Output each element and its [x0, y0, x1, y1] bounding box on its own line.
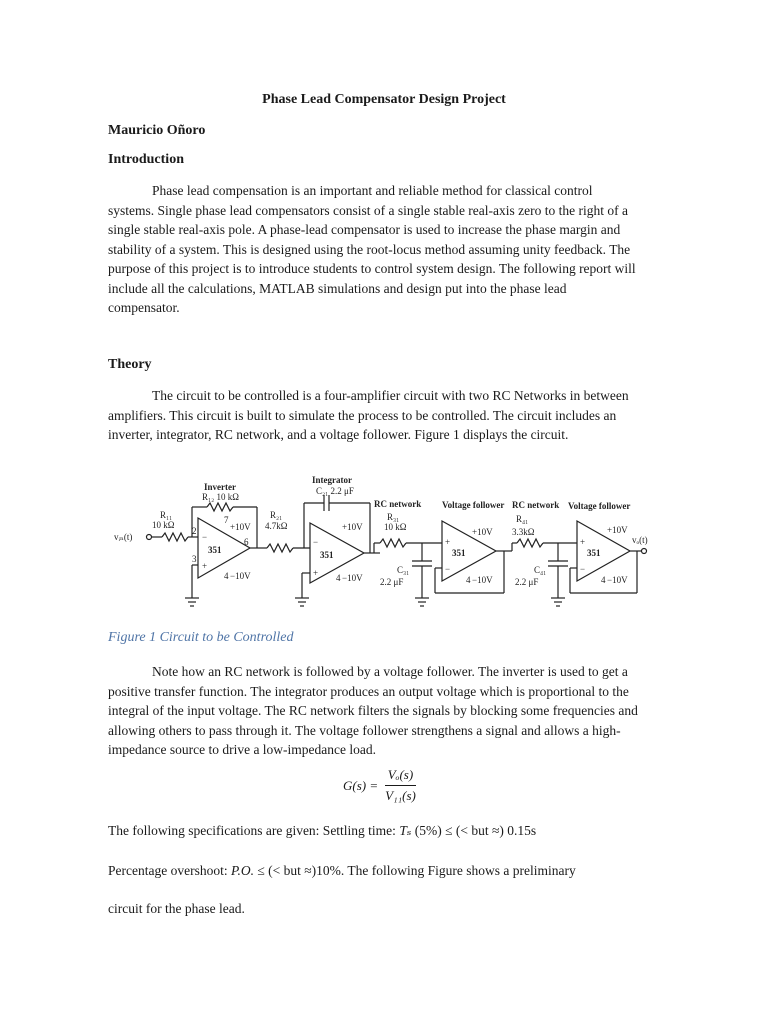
label-r21-value: 4.7kΩ [265, 521, 288, 531]
label-r41-value: 3.3kΩ [512, 527, 535, 537]
opamp-4-supply-plus: +10V [607, 525, 628, 535]
opamp-2-supply-minus: −10V [342, 573, 363, 583]
transfer-function-equation [343, 767, 419, 804]
opamp-1-pin-3: 3 [192, 554, 197, 564]
label-r41: R₄₁ [516, 514, 529, 524]
preliminary-circuit-text: circuit for the phase lead. [108, 901, 245, 916]
opamp-3-supply-plus: +10V [472, 527, 493, 537]
label-inverter: Inverter [204, 482, 236, 492]
label-r31-value: 10 kΩ [384, 522, 407, 532]
document-title: Phase Lead Compensator Design Project [262, 92, 506, 107]
opamp-1-pin-4: 4 [224, 571, 229, 581]
overshoot-prefix: Percentage overshoot: [108, 863, 231, 878]
introduction-paragraph: Phase lead compensation is an important and reliable method for classical control systems. Single phase lead compensators consist of a single stable real-axis zero to the right of a single stable real-axis pole. A phase-lead compensator is used to increase the phase margin and stability of a system. This is designed using the root-locus method assuming unity feedback. The purpose of this project is to introduce students to control system design. The following report will include all the calculations, MATLAB simulations and design put into the phase lead compensator. [108, 183, 636, 315]
opamp-4-pin-4: 4 [601, 575, 606, 585]
equation-denominator: V₁₁(s) [385, 788, 416, 803]
label-rc-network-2: RC network [512, 500, 560, 510]
introduction-heading: Introduction [108, 152, 184, 167]
label-c21: C₂₁ 2.2 μF [316, 486, 354, 496]
theory-heading: Theory [108, 357, 152, 372]
figure-caption: Figure 1 Circuit to be Controlled [108, 630, 294, 645]
label-vin: vᵢₙ(t) [114, 532, 133, 542]
label-r12: R₁₂ 10 kΩ [202, 492, 239, 502]
opamp-1-minus: − [202, 532, 208, 542]
opamp-2-minus: − [313, 537, 319, 547]
settling-time-spec [108, 823, 536, 839]
author-name: Mauricio Oñoro [108, 123, 206, 138]
opamp-3-plus: + [445, 537, 451, 547]
label-c31: C₃₁ [397, 565, 410, 575]
opamp-2-label: 351 [320, 550, 334, 560]
overshoot-symbol: P.O. [230, 863, 254, 878]
opamp-4-label: 351 [587, 548, 601, 558]
opamp-1-pin-6: 6 [244, 537, 249, 547]
note-paragraph: Note how an RC network is followed by a voltage follower. The inverter is used to get a positive transfer function. The integrator produces an output voltage which is proportional to the integral of the input voltage. The RC network filters the signals by blocking some frequencies and allowing others to pass through it. The voltage follower strengthens a signal and allows a high-impedance source to drive a low-impedance load. [108, 664, 638, 757]
overshoot-suffix: ≤ (< but ≈)10%. The following Figure shows a preliminary [253, 863, 576, 878]
circuit-figure [112, 473, 652, 613]
opamp-4-supply-minus: −10V [607, 575, 628, 585]
opamp-3-minus: − [445, 564, 451, 574]
overshoot-spec [108, 863, 576, 879]
settling-time-symbol: Tₛ [399, 823, 412, 838]
theory-paragraph: The circuit to be controlled is a four-amplifier circuit with two RC Networks in between amplifiers. This circuit is built to simulate the process to be controlled. The circuit includes an inverter, integrator, RC network, and a voltage follower. Figure 1 displays the circuit. [108, 388, 629, 442]
equation-numerator: Vₒ(s) [385, 767, 416, 786]
label-r21: R₂₁ [270, 510, 283, 520]
opamp-3-supply-minus: −10V [472, 575, 493, 585]
settling-time-suffix: (5%) ≤ (< but ≈) 0.15s [411, 823, 537, 838]
label-c41-value: 2.2 μF [515, 577, 539, 587]
label-r31: R₃₁ [387, 512, 400, 522]
opamp-2-pin-4: 4 [336, 573, 341, 583]
opamp-1-pin-2: 2 [192, 526, 197, 536]
equation-fraction [382, 767, 419, 804]
opamp-2-supply-plus: +10V [342, 522, 363, 532]
label-c31-value: 2.2 μF [380, 577, 404, 587]
label-voltage-follower-2: Voltage follower [568, 501, 631, 511]
opamp-3-pin-4: 4 [466, 575, 471, 585]
label-r11-value: 10 kΩ [152, 520, 175, 530]
label-voltage-follower-1: Voltage follower [442, 500, 505, 510]
opamp-3-label: 351 [452, 548, 466, 558]
opamp-4-minus: − [580, 564, 586, 574]
label-rc-network-1: RC network [374, 499, 422, 509]
label-c41: C₄₁ [534, 565, 547, 575]
opamp-1-plus: + [202, 561, 208, 571]
opamp-1-supply-minus: −10V [230, 571, 251, 581]
opamp-1-pin-7: 7 [224, 515, 229, 525]
opamp-1-label: 351 [208, 545, 222, 555]
label-r11: R₁₁ [160, 510, 173, 520]
label-integrator: Integrator [312, 475, 352, 485]
label-vo: vₒ(t) [632, 535, 648, 545]
equation-lhs: G(s) = [343, 777, 379, 793]
opamp-4-plus: + [580, 537, 586, 547]
settling-time-prefix: The following specifications are given: Settling time: [108, 823, 400, 838]
opamp-2-plus: + [313, 568, 319, 578]
opamp-1-supply-plus: +10V [230, 522, 251, 532]
